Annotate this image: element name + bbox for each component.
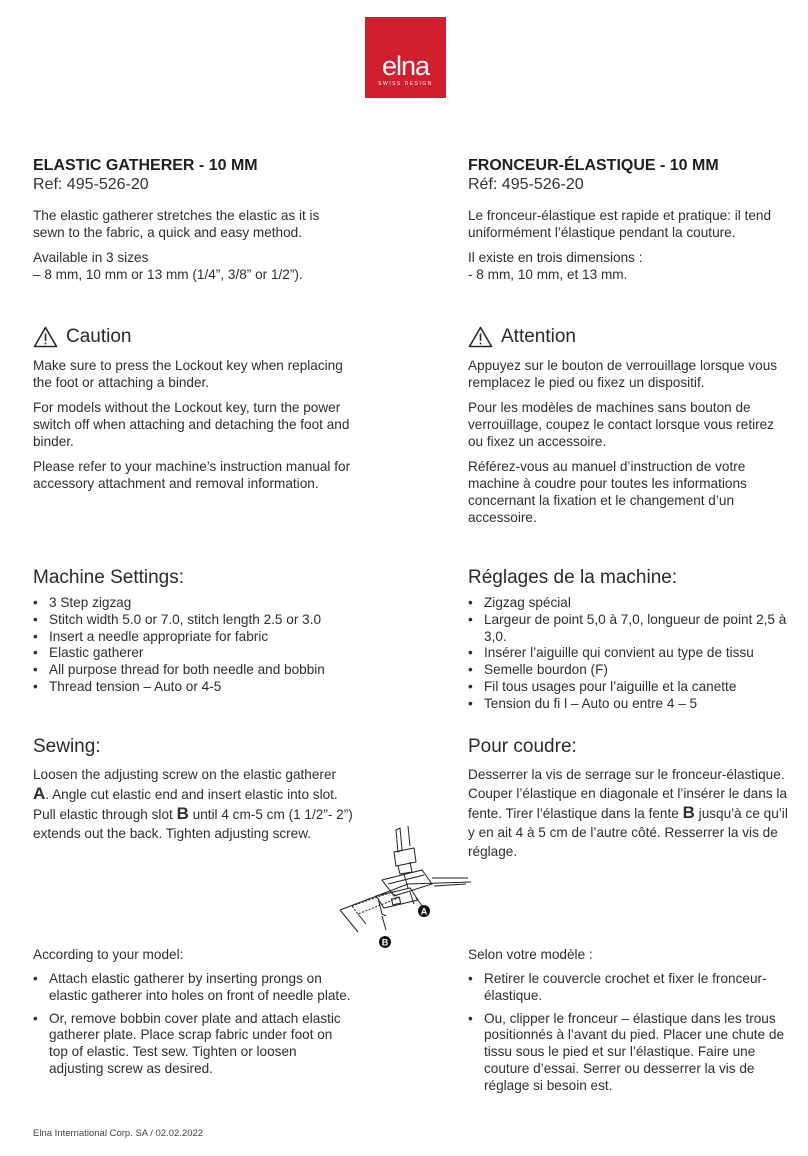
left-model-intro: According to your model: [33,947,184,962]
left-intro-block [33,207,353,283]
right-sewing-heading: Pour coudre: [468,736,577,757]
list-item: • Insert a needle appropriate for fabric [33,629,353,646]
label-b: B [682,803,695,822]
logo-wordmark: elna [381,51,430,81]
list-item: • Or, remove bobbin cover plate and attach elastic gatherer plate. Place scrap fabric under foot on top of elastic. Test sew. Tighten or loosen adjusting screw as desired. [33,1011,353,1078]
list-item: • Tension du fi l – Auto ou entre 4 – 5 [468,696,788,713]
left-sewing [33,736,353,843]
right-ref: Réf: 495-526-20 [468,176,584,193]
right-caution-heading [468,326,788,348]
left-caution-label: Caution [66,326,132,347]
left-settings-list [33,595,353,696]
logo-tagline: SWISS DESIGN [378,81,433,87]
warning-icon [468,326,493,348]
left-model-list [33,971,353,1078]
list-item: • Zigzag spécial [468,595,788,612]
list-item: • Stitch width 5.0 or 7.0, stitch length 2.5 or 3.0 [33,612,353,629]
left-sewing-heading: Sewing: [33,736,101,757]
right-caution-p3: Référez-vous au manuel d’instruction de votre machine à coudre pour toutes les informations concernant la fixation et le changement d’un accessoire. [468,459,747,525]
right-caution-label: Attention [501,326,576,347]
left-model [33,946,353,1084]
list-item: • All purpose thread for both needle and bobbin [33,662,353,679]
callout-a-label: A [420,906,428,917]
label-b: B [176,804,189,823]
right-settings-heading: Réglages de la machine: [468,567,678,588]
list-item: • 3 Step zigzag [33,595,353,612]
right-sizes-line2: - 8 mm, 10 mm, et 13 mm. [468,267,628,282]
left-ref: Ref: 495-526-20 [33,176,149,193]
list-item: • Elastic gatherer [33,645,353,662]
right-model-list [468,971,788,1095]
right-sewing-text: Desserrer la vis de serrage sur le fronceur-élastique. Couper l’élastique en diagonale et l’insérer le dans la fente. Tirer l’élastique dans la fente B jusqu’à ce qu’il y en ait 4 à 5 cm de l’autre côté. Resserrer la vis de réglage. [468,767,788,859]
list-item: • Ou, clipper le fronceur – élastique dans les trous positionnés à l’avant du pied. Placer une chute de tissu sous le pied et sur l’élastique. Faire une couture d’essai. Serrer ou desserrer la vis de réglage si besoin est. [468,1011,788,1095]
list-item: • Insérer l’aiguille qui convient au type de tissu [468,645,788,662]
footer: Elna International Corp. SA / 02.02.2022 [33,1128,204,1139]
list-item: • Thread tension – Auto or 4-5 [33,679,353,696]
left-caution-p3: Please refer to your machine’s instruction manual for accessory attachment and removal information. [33,459,351,491]
elastic-gatherer-illustration [338,822,473,952]
left-intro: The elastic gatherer stretches the elastic as it is sewn to the fabric, a quick and easy method. [33,208,320,240]
right-settings [468,567,788,713]
list-item: • Attach elastic gatherer by inserting prongs on elastic gatherer into holes on front of needle plate. [33,971,353,1005]
left-settings-heading: Machine Settings: [33,567,185,588]
right-sizes-line1: Il existe en trois dimensions : [468,250,643,265]
left-caution-heading [33,326,353,348]
left-header [33,156,353,195]
right-intro: Le fronceur-élastique est rapide et pratique: il tend uniformément l’élastique pendant la couture. [468,208,772,240]
left-settings [33,567,353,696]
elna-logo [365,17,446,98]
list-item: • Retirer le couvercle crochet et fixer le fronceur-élastique. [468,971,788,1005]
right-caution [468,326,788,526]
right-model-intro: Selon votre modèle : [468,947,593,962]
right-settings-list [468,595,788,713]
list-item: • Semelle bourdon (F) [468,662,788,679]
list-item: • Fil tous usages pour l’aiguille et la canette [468,679,788,696]
right-model [468,946,788,1101]
right-title: FRONCEUR-ÉLASTIQUE - 10 MM [468,157,719,174]
right-sewing [468,736,788,861]
left-caution-p2: For models without the Lockout key, turn the power switch off when attaching and detaching the foot and binder. [33,400,350,449]
right-intro-block [468,207,788,283]
callout-b-label: B [381,937,389,948]
left-sizes-line1: Available in 3 sizes [33,250,149,265]
label-a: A [33,784,46,803]
right-caution-p2: Pour les modèles de machines sans bouton de verrouillage, coupez le contact lorsque vous retirez ou fixez un accessoire. [468,400,775,449]
right-caution-p1: Appuyez sur le bouton de verrouillage lorsque vous remplacez le pied ou fixez un dispositif. [468,358,778,390]
left-sewing-text: Loosen the adjusting screw on the elastic gatherer A. Angle cut elastic end and insert elastic into slot. Pull elastic through slot B until 4 cm-5 cm (1 1/2”- 2”) extends out the back. Tighten adjusting screw. [33,767,353,841]
list-item: • Largeur de point 5,0 à 7,0, longueur de point 2,5 à 3,0. [468,612,788,646]
left-caution-p1: Make sure to press the Lockout key when replacing the foot or attaching a binder. [33,358,343,390]
left-sizes-line2: – 8 mm, 10 mm or 13 mm (1/4”, 3/8” or 1/2”). [33,267,303,282]
left-caution [33,326,353,492]
left-title: ELASTIC GATHERER - 10 MM [33,157,258,174]
right-header [468,156,788,195]
warning-icon [33,326,58,348]
